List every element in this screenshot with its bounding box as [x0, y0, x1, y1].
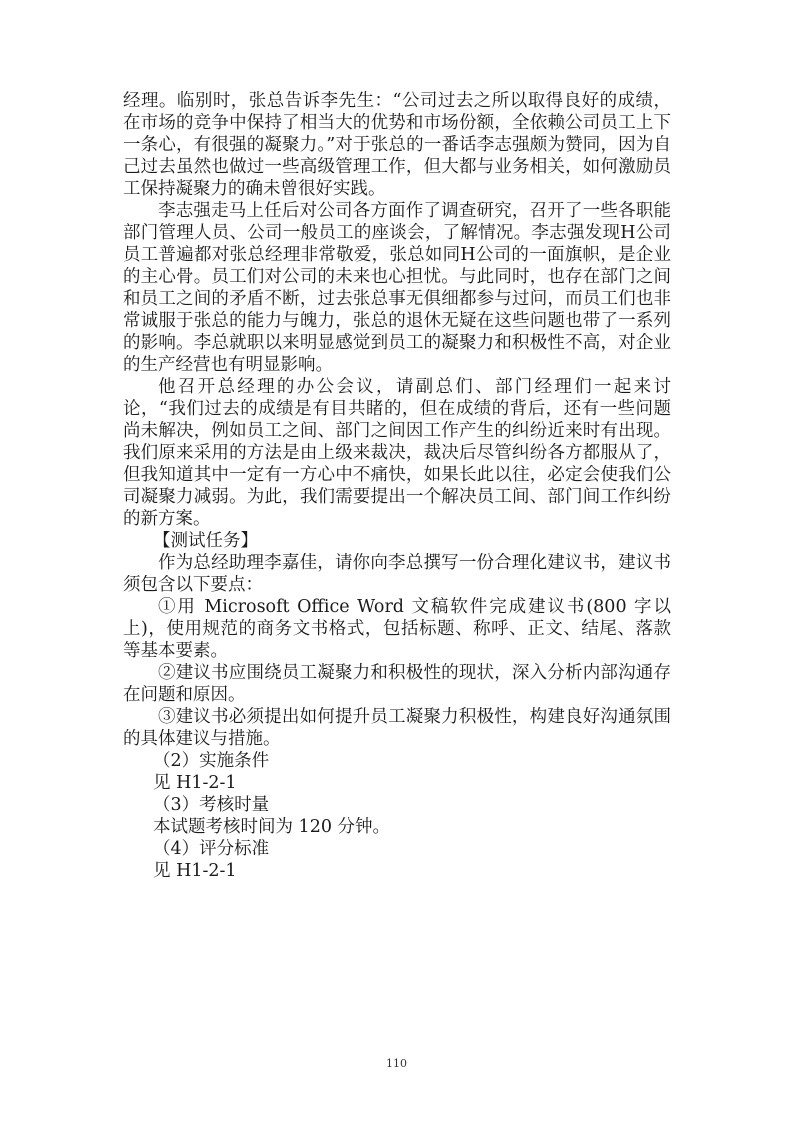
paragraph-investigation: 李志强走马上任后对公司各方面作了调查研究，召开了一些各职能部门管理人员、公司一般员工的座谈会，了解情况。李志强发现H公司员工普遍都对张总经理非常敬爱，张总如同H公司的一面旗帜，是企业的主心骨。员工们对公司的未来也心担忧。与此同时，也存在部门之间和员工之间的矛盾不断，过去张总事无俱细都参与过问，而员工们也非常诚服于张总的能力与魄力，张总的退休无疑在这些问题也带了一系列的影响。李总就职以来明显感觉到员工的凝聚力和积极性不高，对企业的生产经营也有明显影响。 [123, 201, 671, 375]
criteria-heading: （4）评分标准 [153, 839, 270, 859]
conditions-heading: （2）实施条件 [153, 751, 270, 771]
task-intro: 作为总经助理李嘉佳，请你向李总撰写一份合理化建议书，建议书须包含以下要点： [123, 553, 671, 595]
criteria-text: 见 H1-2-1 [153, 861, 237, 881]
paragraph-meeting: 他召开总经理的办公会议，请副总们、部门经理们一起来讨论，“我们过去的成绩是有目共睹的，但在成绩的背后，还有一些问题尚未解决，例如员工之间、部门之间因工作产生的纠纷近来时有出现。我们原来采用的方法是由上级来裁决，裁决后尽管纠纷各方都服从了，但我知道其中一定有一方心中不痛快，如果长此以往，必定会使我们公司凝聚力减弱。为此，我们需要提出一个解决员工间、部门间工作纠纷的新方案。 [123, 377, 671, 529]
task-item-1: ①用 Microsoft Office Word 文稿软件完成建议书(800 字以上)，使用规范的商务文书格式，包括标题、称呼、正文、结尾、落款等基本要素。 [123, 597, 671, 661]
time-heading: （3）考核时量 [153, 795, 270, 815]
document-body [123, 90, 671, 882]
task-item-2: ②建议书应围绕员工凝聚力和积极性的现状，深入分析内部沟通存在问题和原因。 [123, 663, 671, 705]
task-item-3: ③建议书必须提出如何提升员工凝聚力积极性，构建良好沟通氛围的具体建议与措施。 [123, 707, 671, 749]
task-heading: 【测试任务】 [153, 531, 258, 551]
page-number: 110 [386, 1057, 407, 1070]
conditions-text: 见 H1-2-1 [153, 773, 237, 793]
time-text: 本试题考核时间为 120 分钟。 [153, 817, 391, 837]
paragraph-intro: 经理。临别时，张总告诉李先生：“公司过去之所以取得良好的成绩，在市场的竞争中保持了相当大的优势和市场份额，全依赖公司员工上下一条心，有很强的凝聚力。”对于张总的一番话李志强颇为赞同，因为自己过去虽然也做过一些高级管理工作，但大都与业务相关，如何激励员工保持凝聚力的确未曾很好实践。 [123, 91, 671, 199]
